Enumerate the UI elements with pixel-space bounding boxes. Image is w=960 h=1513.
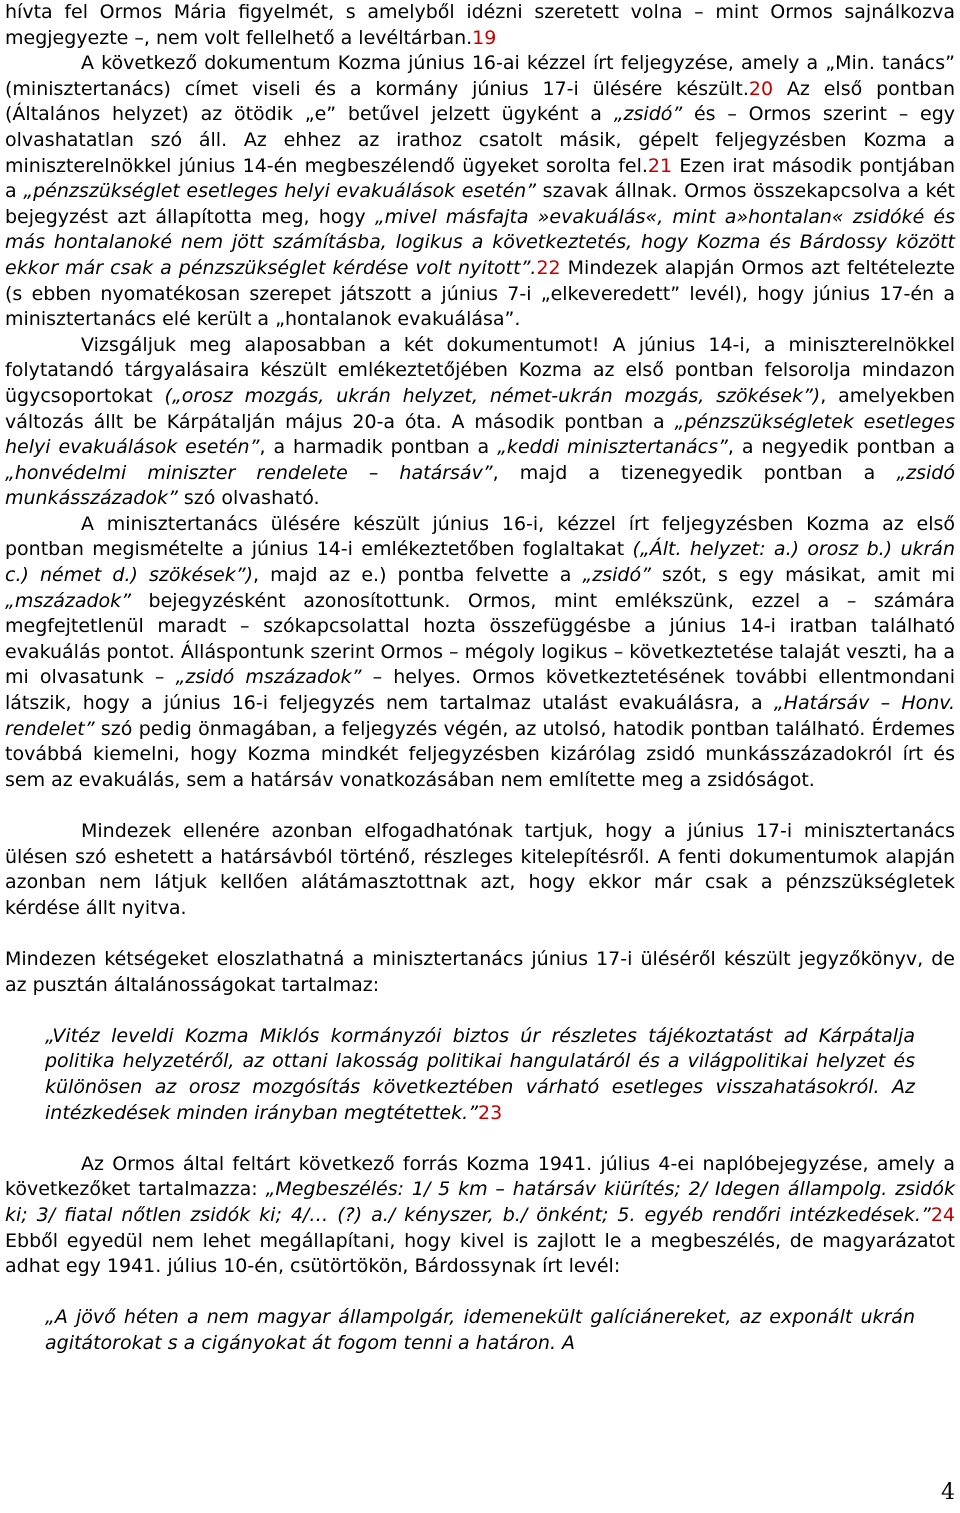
text-run: , majd az e.) pontba felvette a xyxy=(253,564,583,587)
text-run: A minisztertanács ülésére készült június 16-i, kézzel írt feljegyzésben Kozma az első pontban megismételte a június 14-i emlékeztetőben foglaltakat xyxy=(5,512,955,561)
footnote-ref[interactable]: 21 xyxy=(647,154,673,177)
page-number: 4 xyxy=(941,1480,955,1505)
document-page xyxy=(5,0,955,1356)
text-run: , majd a tizenegyedik pontban a xyxy=(492,461,897,484)
text-run: A következő dokumentum Kozma június 16-ai kézzel írt feljegyzése, amely a „Min. tanács” (minisztertanács) címet viseli és a kormány június 17-i ülésére készült. xyxy=(5,52,955,100)
italic-text: „honvédelmi miniszter rendelete – határsáv” xyxy=(5,461,493,484)
text-run: hívta fel Ormos Mária figyelmét, s amelyből idézni szeretett volna – mint Ormos sajnálkozva megjegyezte –, nem volt fellelhető a levéltárban. xyxy=(5,1,955,49)
text-run: Mindezek alapján Ormos azt feltételezte (s ebben nyomatékosan szerepet játszott a június 7-i „elkeveredett” levél), hogy június 17-én a minisztertanács elé került a „hontalanok evakuálása”. xyxy=(5,256,955,331)
block-quote-1 xyxy=(45,1024,915,1126)
text-run: szó pedig önmagában, a feljegyzés végén, az utolsó, hatodik pontban található. Érdemes továbbá kiemelni, hogy Kozma mindkét feljegyzésben kizárólag zsidó munkásszázadokról írt és sem az evakuálás, sem a határsáv vonatkozásában nem említette meg a zsidóságot. xyxy=(5,717,955,791)
text-run: , a negyedik pontban a xyxy=(727,436,955,459)
footnote-ref[interactable]: 24 xyxy=(930,1203,955,1226)
italic-text: „Vitéz leveldi Kozma Miklós kormányzói biztos úr részletes tájékoztatást ad Kárpátalja politika helyzetéről, az ottani lakosság politikai hangulatáról és a világpolitikai helyzet és különösen az orosz mozgósítás következtében várható esetleges visszahatásokról. Az intézkedések minden irányban megtétettek.” xyxy=(45,1024,915,1124)
text-run: Ebből egyedül nem lehet megállapítani, hogy kivel is zajlott le a megbeszélés, de magyarázatot adhat egy 1941. július 10-én, csütörtökön, Bárdossynak írt levél: xyxy=(5,1229,955,1278)
italic-text: „Megbeszélés: 1/ 5 km – határsáv kiürítés; 2/ Idegen állampolg. zsidók ki; 3/ fiatal nőtlen zsidók ki; 4/… (?) a./ kényszer, b./ önként; 5. egyéb rendőri intézkedések.” xyxy=(5,1178,955,1226)
text-run: Mindezen kétségeket eloszlathatná a minisztertanács június 17-i üléséről készült jegyzőkönyv, de az pusztán általánosságokat tartalmaz: xyxy=(5,947,955,996)
text-run: Az első pontban (Általános helyzet) az ötödik „e” betűvel jelzett ügyként a xyxy=(5,77,955,126)
italic-text: „zsidó” xyxy=(582,564,651,587)
italic-text: „mivel másfajta »evakuálás«, mint a»hontalan« zsidóké és más hontalanoké nem jött számításba, logikus a következtetés, hogy Kozma és Bárdossy között ekkor már csak a pénzszükséglet kérdése volt nyitott”. xyxy=(5,205,956,279)
italic-text: „Határsáv – Honv. rendelet” xyxy=(5,692,956,740)
text-run: Az Ormos által feltárt következő forrás Kozma 1941. július 4-ei naplóbejegyzése, amely a következőket tartalmazza: xyxy=(5,1152,955,1201)
text-run: , a harmadik pontban a xyxy=(259,436,498,459)
paragraph-1 xyxy=(5,0,955,51)
block-quote-2 xyxy=(45,1305,915,1356)
italic-text: „pénzszükségletek esetleges helyi evakuálások esetén” xyxy=(5,410,956,459)
footnote-ref[interactable]: 20 xyxy=(748,77,774,100)
italic-text: „A jövő héten a nem magyar állampolgár, idemenekült galíciánereket, az exponált ukrán agitátorokat s a cigányokat át fogom tenni a határon. A xyxy=(45,1306,915,1354)
italic-text: („Ált. helyzet: a.) orosz b.) ukrán c.) német d.) szökések”) xyxy=(5,538,955,587)
text-run: Ezen irat második pontjában a xyxy=(5,154,955,203)
italic-text: „zsidó munkásszázadok” xyxy=(5,461,955,510)
paragraph-3 xyxy=(5,333,955,512)
paragraph-5 xyxy=(5,819,955,921)
footnote-ref[interactable]: 23 xyxy=(477,1101,503,1124)
italic-text: „zsidó” xyxy=(613,103,683,126)
text-run: , amelyekben változás állt be Kárpátalján május 20-a óta. A második pontban a xyxy=(5,384,955,433)
text-run: Mindezek ellenére azonban elfogadhatónak tartjuk, hogy a június 17-i minisztertanács ülésen szó eshetett a határsávból történő, részleges kitelepítésről. A fenti dokumentumok alapján azonban nem látjuk kellően alátámasztottnak azt, hogy ekkor már csak a pénzszükségletek kérdése állt nyitva. xyxy=(5,820,955,919)
text-run: és – Ormos szerint – egy olvashatatlan szó áll. Az ehhez az irathoz csatolt másik, gépelt feljegyzésben Kozma a miniszterelnökkel június 14-én megbeszélendő ügyeket sorolta fel. xyxy=(5,103,955,177)
paragraph-4 xyxy=(5,512,955,794)
paragraph-6 xyxy=(5,947,955,998)
italic-text: „mszázadok” xyxy=(5,589,132,612)
footnote-ref[interactable]: 19 xyxy=(472,26,497,49)
text-run: – helyes. Ormos következtetésének további ellentmondani látszik, hogy a június 16-i feljegyzés nem tartalmaz utalást evakuálásra, a xyxy=(5,666,956,715)
italic-text: „zsidó mszázadok” xyxy=(175,666,362,689)
text-run: szavak állnak. Ormos összekapcsolva a két bejegyzést azt állapította meg, hogy xyxy=(5,180,955,228)
paragraph-7 xyxy=(5,1152,955,1280)
italic-text: „pénzszükséglet esetleges helyi evakuálások esetén” xyxy=(23,180,537,203)
italic-text: („orosz mozgás, ukrán helyzet, német-ukrán mozgás, szökések”) xyxy=(164,384,821,407)
italic-text: „keddi minisztertanács” xyxy=(497,436,728,459)
text-run: szó olvasható. xyxy=(177,487,320,510)
paragraph-2 xyxy=(5,51,955,333)
text-run: szót, s egy másikat, amit mi xyxy=(650,564,955,587)
footnote-ref[interactable]: 22 xyxy=(536,256,561,279)
text-run: Vizsgáljuk meg alaposabban a két dokumentumot! A június 14-i, a miniszterelnökkel folytatandó tárgyalásaira készült emlékeztetőjében Kozma az első pontban felsorolja mindazon ügycsoportokat xyxy=(5,333,955,407)
text-run: bejegyzésként azonosítottunk. Ormos, mint emlékszünk, ezzel a – számára megfejtetlenül maradt – szókapcsolattal hozta összefüggésbe a június 14-i iratban található evakuálás pontot. Álláspontunk szerint Ormos – mégoly logikus – következtetése talaját veszti, ha a mi olvasatunk – xyxy=(5,589,955,689)
